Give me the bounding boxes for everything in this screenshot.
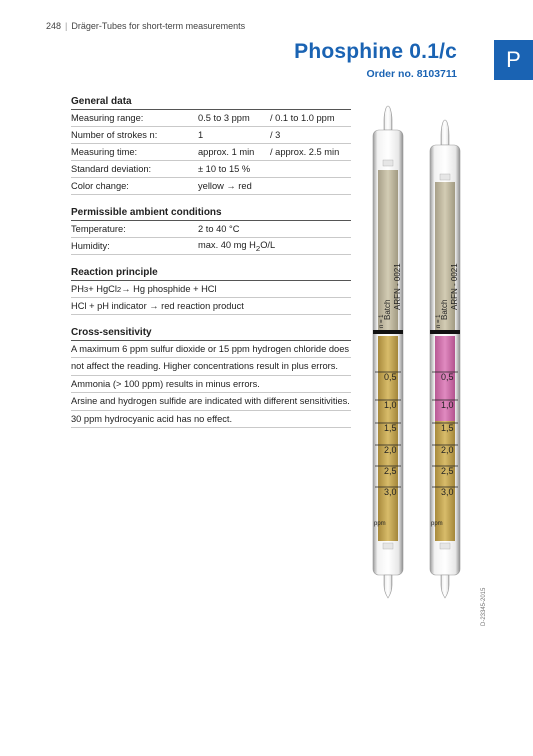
row-value-alt: / 0.1 to 1.0 ppm — [270, 113, 335, 123]
row-value: 2 to 40 °C — [198, 224, 240, 234]
order-number: Order no. 8103711 — [366, 68, 457, 80]
section-tab[interactable]: P — [494, 40, 533, 80]
cross-sensitivity-text — [71, 341, 351, 428]
row-value-alt: / approx. 2.5 min — [270, 147, 340, 157]
cross-sensitivity-section — [71, 327, 351, 428]
row-value: 0.5 to 3 ppm — [198, 113, 250, 123]
formula-part: + HgCl — [88, 284, 117, 294]
scale-label: 3,0 — [384, 487, 397, 497]
table-row — [71, 110, 351, 127]
scale-label: 0,5 — [441, 372, 454, 382]
scale-label: 1,0 — [441, 400, 454, 410]
table-row — [71, 221, 351, 238]
text-line: A maximum 6 ppm sulfur dioxide or 15 ppm hydrogen chloride does — [71, 341, 351, 358]
scale-label: 1,5 — [384, 423, 397, 433]
row-value: yellow → red — [198, 181, 252, 191]
row-label: Temperature: — [71, 224, 126, 234]
unused-tube — [373, 106, 403, 598]
table-row — [71, 127, 351, 144]
scale-label: 1,0 — [384, 400, 397, 410]
row-value: approx. 1 min — [198, 147, 255, 157]
batch-label: Batch — [440, 299, 449, 320]
scale-label: 2,0 — [441, 445, 454, 455]
row-label: Humidity: — [71, 241, 110, 251]
running-title: Dräger-Tubes for short-term measurements — [71, 21, 246, 31]
unit-label: ppm — [431, 521, 443, 527]
scale-label: 2,5 — [384, 466, 397, 476]
used-tube — [430, 120, 460, 598]
row-value: 1 — [198, 130, 204, 140]
text-line: Ammonia (> 100 ppm) results in minus errors. — [71, 376, 351, 393]
table-row — [71, 144, 351, 161]
tube-code: ARFN - 0021 — [393, 263, 402, 310]
n-mark: n = 1 — [379, 314, 385, 328]
reaction-line — [71, 298, 351, 315]
tube-code: ARFN - 0021 — [450, 263, 459, 310]
section-heading: Permissible ambient conditions — [71, 207, 351, 221]
humidity-subscript: 2 — [255, 243, 261, 253]
unit-label: ppm — [374, 521, 386, 527]
page-number: 248 — [46, 21, 62, 31]
formula-subscript: 3 — [83, 284, 89, 294]
text-line: Arsine and hydrogen sulfide are indicated with different sensitivities. — [71, 393, 351, 410]
section-heading: Reaction principle — [71, 267, 351, 281]
image-credit: D-23345-2015 — [481, 587, 487, 626]
ambient-conditions-section — [71, 207, 351, 255]
n-mark: n = 1 — [436, 314, 442, 328]
batch-label: Batch — [383, 299, 392, 320]
table-row — [71, 238, 351, 255]
row-value — [198, 240, 275, 253]
formula-part: → Hg phosphide + HCl — [121, 284, 217, 294]
table-row — [71, 161, 351, 178]
data-sheet — [71, 96, 351, 440]
reaction-text: HCl + pH indicator → red reaction product — [71, 301, 244, 311]
humidity-prefix: max. 40 mg H — [198, 239, 256, 250]
row-label: Standard deviation: — [71, 164, 152, 174]
formula-part: PH — [71, 284, 84, 294]
scale-label: 2,5 — [441, 466, 454, 476]
row-label: Measuring time: — [71, 147, 138, 157]
formula-subscript: 2 — [116, 284, 122, 294]
reaction-line — [71, 281, 351, 298]
page-title: Phosphine 0.1/c — [294, 40, 457, 63]
scale-label: 2,0 — [384, 445, 397, 455]
scale-label: 0,5 — [384, 372, 397, 382]
general-data-section — [71, 96, 351, 195]
row-label: Measuring range: — [71, 113, 144, 123]
scale-label: 1,5 — [441, 423, 454, 433]
row-label: Color change: — [71, 181, 129, 191]
row-label: Number of strokes n: — [71, 130, 158, 140]
text-line: not affect the reading. Higher concentrations result in plus errors. — [71, 358, 351, 375]
row-value: ± 10 to 15 % — [198, 164, 251, 174]
text-line: 30 ppm hydrocyanic acid has no effect. — [71, 411, 351, 428]
row-value-alt: / 3 — [270, 130, 281, 140]
scale-label: 3,0 — [441, 487, 454, 497]
running-header — [46, 21, 245, 31]
detector-tubes-photo — [360, 100, 470, 600]
table-row — [71, 178, 351, 195]
section-heading: Cross-sensitivity — [71, 327, 351, 341]
header-separator: | — [65, 21, 68, 31]
reaction-principle-section — [71, 267, 351, 315]
section-heading: General data — [71, 96, 351, 110]
humidity-suffix: O/L — [260, 239, 276, 250]
